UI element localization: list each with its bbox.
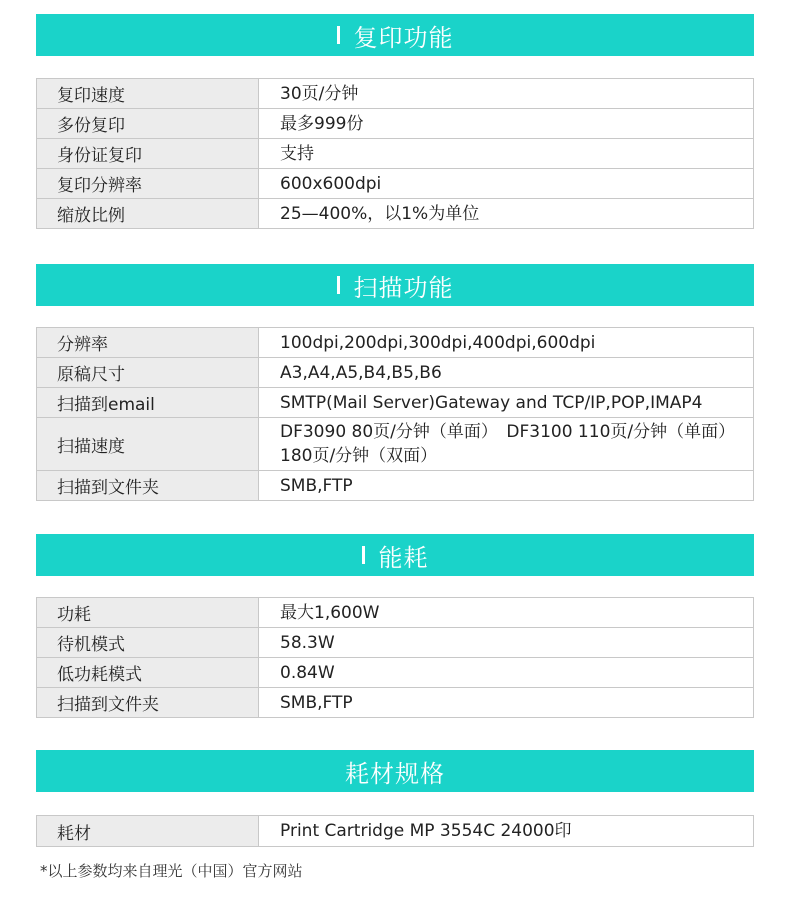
table-row: [37, 109, 754, 139]
consumables-spec-table: [36, 815, 754, 847]
spec-value: 100dpi,200dpi,300dpi,400dpi,600dpi: [259, 328, 754, 358]
spec-value: 支持: [259, 139, 754, 169]
spec-key: 耗材: [37, 816, 259, 847]
spec-key: 待机模式: [37, 628, 259, 658]
spec-value-line: 180页/分钟（双面）: [280, 446, 438, 466]
section-title: 能耗: [378, 543, 429, 572]
table-row: [37, 328, 754, 358]
table-row: [37, 688, 754, 718]
header-bar-decoration: [337, 26, 340, 44]
table-row: [37, 79, 754, 109]
spec-value: 600x600dpi: [259, 169, 754, 199]
spec-key: 原稿尺寸: [37, 358, 259, 388]
section-header-scan: [36, 264, 754, 306]
table-row: [37, 169, 754, 199]
spec-key: 复印分辨率: [37, 169, 259, 199]
spec-value-line: DF3090 80页/分钟（单面） DF3100 110页/分钟（单面）: [280, 422, 736, 442]
spec-value: Print Cartridge MP 3554C 24000印: [259, 816, 754, 847]
scan-spec-table: [36, 327, 754, 501]
table-row: [37, 388, 754, 418]
header-bar-decoration: [337, 276, 340, 294]
spec-key: 分辨率: [37, 328, 259, 358]
section-title: 扫描功能: [353, 273, 454, 302]
spec-key: 多份复印: [37, 109, 259, 139]
spec-value: 58.3W: [259, 628, 754, 658]
spec-value: SMB,FTP: [259, 471, 754, 501]
spec-value: 最多999份: [259, 109, 754, 139]
spec-key: 扫描到文件夹: [37, 688, 259, 718]
spec-key: 扫描速度: [37, 418, 259, 471]
section-title: 耗材规格: [345, 759, 445, 788]
table-row: [37, 139, 754, 169]
spec-value: 0.84W: [259, 658, 754, 688]
section-title: 复印功能: [353, 23, 454, 52]
header-bar-decoration: [362, 546, 365, 564]
spec-value: 25—400%，以1%为单位: [259, 199, 754, 229]
table-row: [37, 471, 754, 501]
table-row: [37, 628, 754, 658]
spec-value: A3,A4,A5,B4,B5,B6: [259, 358, 754, 388]
spec-key: 扫描到文件夹: [37, 471, 259, 501]
table-row: [37, 358, 754, 388]
spec-key: 功耗: [37, 598, 259, 628]
table-row: [37, 816, 754, 847]
section-header-consumables: [36, 750, 754, 792]
table-row: [37, 658, 754, 688]
spec-value: 30页/分钟: [259, 79, 754, 109]
power-spec-table: [36, 597, 754, 718]
section-header-copy: [36, 14, 754, 56]
spec-key: 身份证复印: [37, 139, 259, 169]
spec-value-multiline: [259, 418, 754, 471]
spec-key: 复印速度: [37, 79, 259, 109]
spec-key: 缩放比例: [37, 199, 259, 229]
table-row: [37, 199, 754, 229]
spec-value: SMB,FTP: [259, 688, 754, 718]
footnote: *以上参数均来自理光（中国）官方网站: [40, 862, 303, 880]
table-row: [37, 598, 754, 628]
table-row: [37, 418, 754, 471]
spec-key: 低功耗模式: [37, 658, 259, 688]
spec-key: 扫描到email: [37, 388, 259, 418]
copy-spec-table: [36, 78, 754, 229]
spec-value: SMTP(Mail Server)Gateway and TCP/IP,POP,IMAP4: [259, 388, 754, 418]
section-header-power: [36, 534, 754, 576]
spec-value: 最大1,600W: [259, 598, 754, 628]
